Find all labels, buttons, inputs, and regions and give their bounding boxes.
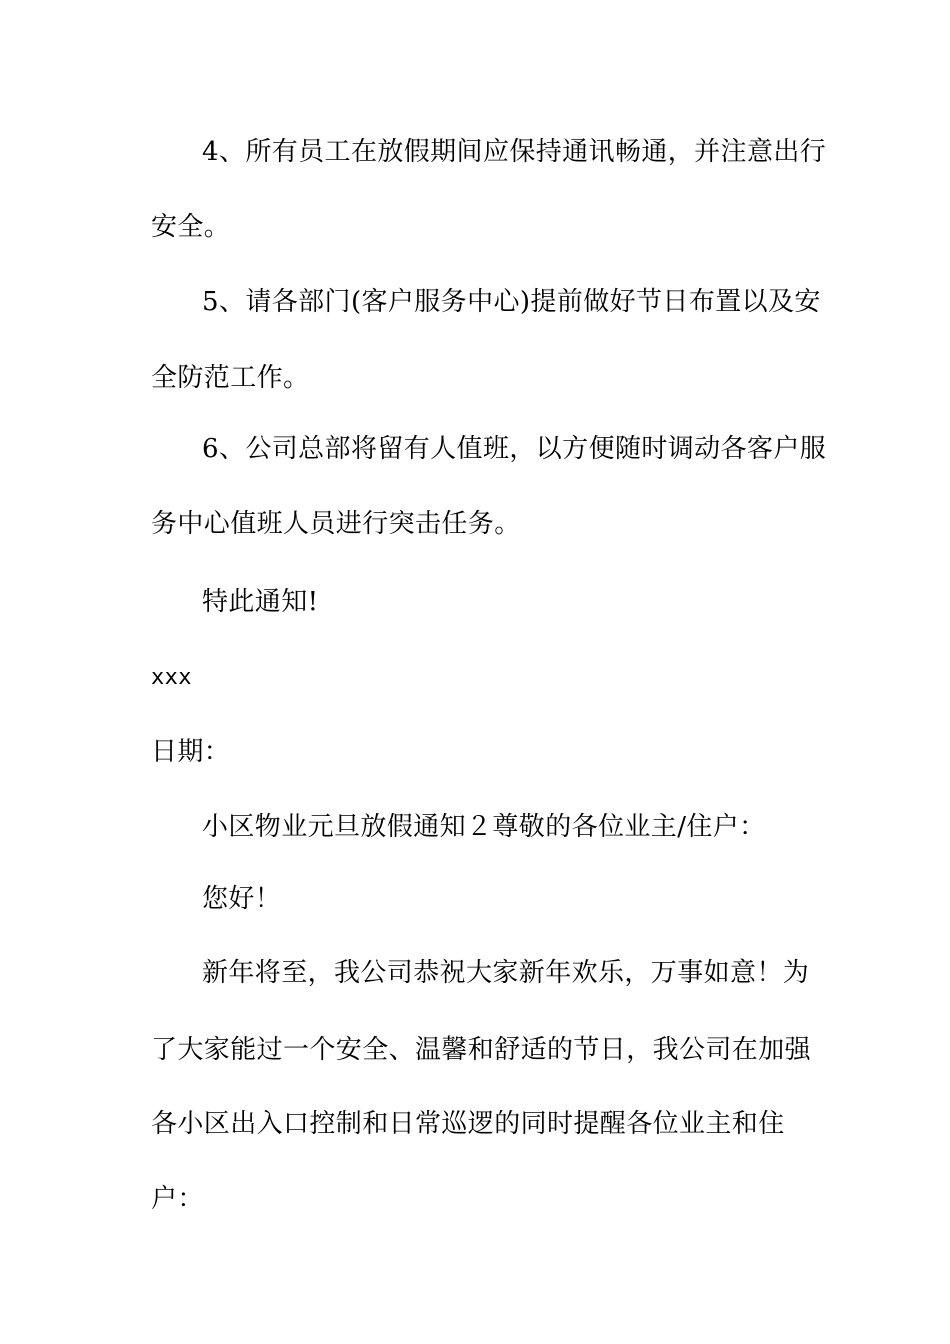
body-paragraph-line-3: 各小区出入口控制和日常巡逻的同时提醒各位业主和住: [151, 1109, 785, 1139]
signature-name: xxx: [151, 665, 192, 690]
closing-notice: 特此通知!: [202, 587, 319, 617]
paragraph-item-5-line-1: 5、请各部门(客户服务中心)提前做好节日布置以及安: [202, 287, 821, 317]
notice-title-greeting: 小区物业元旦放假通知２尊敬的各位业主/住户：: [202, 812, 766, 842]
paragraph-item-5-line-2: 全防范工作。: [151, 363, 310, 393]
paragraph-item-4-line-2: 安全。: [151, 212, 231, 242]
paragraph-item-6-line-1: 6、公司总部将留有人值班，以方便随时调动各客户服: [202, 434, 827, 464]
salutation: 您好！: [202, 884, 282, 914]
body-paragraph-line-1: 新年将至，我公司恭祝大家新年欢乐，万事如意！为: [202, 958, 810, 988]
paragraph-item-6-line-2: 务中心值班人员进行突击任务。: [151, 509, 521, 539]
date-label: 日期：: [151, 737, 231, 767]
body-paragraph-line-4: 户：: [151, 1184, 204, 1214]
body-paragraph-line-2: 了大家能过一个安全、温馨和舒适的节日，我公司在加强: [151, 1035, 812, 1065]
paragraph-item-4-line-1: 4、所有员工在放假期间应保持通讯畅通，并注意出行: [202, 137, 827, 167]
